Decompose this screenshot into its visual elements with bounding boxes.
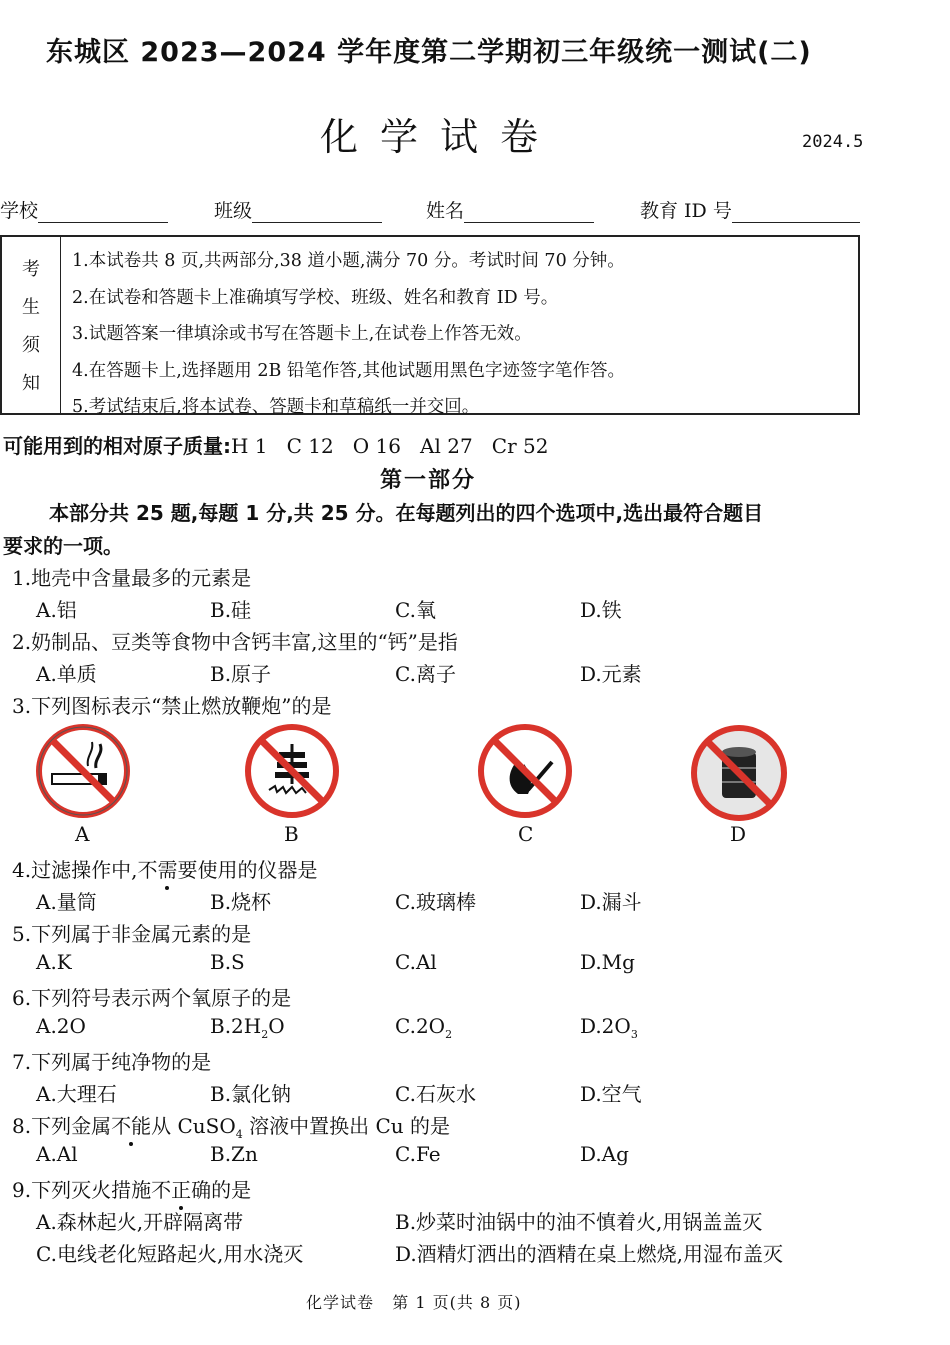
notice-label-char: 考 — [22, 259, 40, 280]
notice-item: 3.试题答案一律填涂或书写在答题卡上,在试卷上作答无效。 — [72, 324, 532, 345]
question-3-stem: 3.下列图标表示“禁止燃放鞭炮”的是 — [12, 694, 332, 718]
q4-option-b[interactable]: B.烧杯 — [210, 890, 272, 914]
question-2-stem: 2.奶制品、豆类等食物中含钙丰富,这里的“钙”是指 — [12, 630, 458, 654]
q8-option-d[interactable]: D.Ag — [580, 1142, 629, 1166]
q9-stem-part: 的是 — [211, 1178, 252, 1202]
name-blank[interactable] — [464, 200, 594, 223]
notice-item: 5.考试结束后,将本试卷、答题卡和草稿纸一并交回。 — [72, 397, 480, 418]
notice-item: 4.在答题卡上,选择题用 2B 铅笔作答,其他试题用黑色字迹签字笔作答。 — [72, 360, 625, 381]
q2-option-d[interactable]: D.元素 — [580, 662, 642, 686]
class-field[interactable] — [214, 196, 382, 223]
q2-option-a[interactable]: A.单质 — [36, 662, 97, 686]
intro-line: 要求的一项。 — [3, 534, 123, 558]
notice-item: 2.在试卷和答题卡上准确填写学校、班级、姓名和教育 ID 号。 — [72, 287, 559, 308]
q7-option-c[interactable]: C.石灰水 — [395, 1082, 476, 1106]
formula-subscript: 2 — [445, 1028, 453, 1041]
q8-stem-part: 溶液中置换出 Cu 的是 — [242, 1114, 450, 1138]
q4-stem-part: 使用的仪器是 — [197, 858, 318, 882]
emphasis-text: 不正确 — [151, 1174, 211, 1203]
q1-option-d[interactable]: D.铁 — [580, 598, 622, 622]
part-one-title: 第一部分 — [380, 468, 477, 493]
question-8-stem — [12, 1110, 450, 1141]
question-9-stem — [12, 1174, 251, 1203]
q2-option-c[interactable]: C.离子 — [395, 662, 456, 686]
formula-subscript: 4 — [235, 1128, 243, 1141]
q4-option-a[interactable]: A.量筒 — [36, 890, 97, 914]
q3-option-b[interactable]: B — [284, 822, 299, 846]
q9-option-a[interactable]: A.森林起火,开辟隔离带 — [36, 1210, 244, 1234]
q6-option-a[interactable]: A.2O — [36, 1014, 86, 1038]
q9-option-b[interactable]: B.炒菜时油锅中的油不慎着火,用锅盖盖灭 — [395, 1210, 763, 1234]
q8-stem-part: 8.下列金属 — [12, 1114, 112, 1138]
notice-label-char: 须 — [22, 335, 40, 356]
student-info-row — [0, 196, 862, 224]
q6-option-d[interactable] — [580, 1014, 638, 1041]
formula-text: O — [268, 1014, 285, 1038]
q8-option-b[interactable]: B.Zn — [210, 1142, 258, 1166]
q3-option-a[interactable]: A — [75, 822, 90, 846]
formula-text: D.2O — [580, 1014, 631, 1038]
notice-items — [72, 243, 625, 426]
q4-stem-part: 4.过滤操作中, — [12, 858, 138, 882]
question-4-stem — [12, 854, 317, 883]
question-1-stem: 1.地壳中含量最多的元素是 — [12, 566, 252, 590]
atomic-mass-values: H 1 C 12 O 16 Al 27 Cr 52 — [231, 434, 549, 458]
name-label: 姓名 — [426, 200, 465, 222]
school-field[interactable] — [0, 196, 168, 223]
q5-option-c[interactable]: C.Al — [395, 950, 437, 974]
exam-header-title: 东城区 2023—2024 学年度第二学期初三年级统一测试(二) — [46, 37, 812, 68]
q1-option-c[interactable]: C.氧 — [395, 598, 436, 622]
q3-option-d[interactable]: D — [730, 822, 747, 846]
q4-emphasis — [137, 858, 197, 882]
q7-option-d[interactable]: D.空气 — [580, 1082, 642, 1106]
q7-option-b[interactable]: B.氯化钠 — [210, 1082, 292, 1106]
question-6-stem: 6.下列符号表示两个氧原子的是 — [12, 986, 292, 1010]
q1-option-a[interactable]: A.铝 — [36, 598, 77, 622]
q9-option-d[interactable]: D.酒精灯洒出的酒精在桌上燃烧,用湿布盖灭 — [395, 1242, 784, 1266]
q8-option-c[interactable]: C.Fe — [395, 1142, 441, 1166]
q5-option-d[interactable]: D.Mg — [580, 950, 635, 974]
relative-atomic-mass — [3, 430, 548, 459]
q1-option-b[interactable]: B.硅 — [210, 598, 252, 622]
q5-option-a[interactable]: A.K — [36, 950, 72, 974]
formula-text: B.2H — [210, 1014, 262, 1038]
candidate-notice-box — [0, 235, 860, 418]
no-smoking-icon[interactable] — [36, 724, 130, 818]
atomic-mass-label: 可能用到的相对原子质量: — [3, 434, 231, 458]
class-blank[interactable] — [252, 200, 382, 223]
part-one-intro — [3, 497, 863, 563]
education-id-field[interactable] — [640, 196, 860, 223]
q7-option-a[interactable]: A.大理石 — [36, 1082, 117, 1106]
q4-option-d[interactable]: D.漏斗 — [580, 890, 642, 914]
paper-date: 2024.5 — [802, 132, 864, 152]
formula-text: C.2O — [395, 1014, 446, 1038]
intro-line: 本部分共 25 题,每题 1 分,共 25 分。在每题列出的四个选项中,选出最符合题目 — [49, 501, 764, 525]
no-open-flame-icon[interactable] — [478, 724, 572, 818]
education-id-blank[interactable] — [732, 200, 860, 223]
q2-option-b[interactable]: B.原子 — [210, 662, 272, 686]
name-field[interactable] — [426, 196, 594, 223]
q6-option-b[interactable] — [210, 1014, 285, 1041]
page-footer: 化学试卷 第 1 页(共 8 页) — [306, 1293, 522, 1312]
formula-subscript: 2 — [261, 1028, 269, 1041]
school-label: 学校 — [0, 200, 39, 222]
education-id-label: 教育 ID 号 — [640, 200, 732, 222]
q6-option-c[interactable] — [395, 1014, 452, 1041]
q8-stem-part: 从 CuSO — [151, 1114, 236, 1138]
question-7-stem: 7.下列属于纯净物的是 — [12, 1050, 212, 1074]
paper-title: 化学试卷 — [320, 115, 561, 159]
school-blank[interactable] — [38, 200, 168, 223]
class-label: 班级 — [214, 200, 253, 222]
formula-subscript: 3 — [630, 1028, 638, 1041]
emphasis-text: 不需要 — [137, 854, 197, 883]
no-fireworks-icon[interactable] — [245, 724, 339, 818]
notice-label-char: 知 — [22, 373, 40, 394]
q9-stem-part: 9.下列灭火措施 — [12, 1178, 152, 1202]
notice-item: 1.本试卷共 8 页,共两部分,38 道小题,满分 70 分。考试时间 70 分钟。 — [72, 251, 625, 271]
q3-option-c[interactable]: C — [518, 822, 534, 846]
q4-option-c[interactable]: C.玻璃棒 — [395, 890, 476, 914]
notice-label-char: 生 — [22, 297, 40, 318]
question-5-stem: 5.下列属于非金属元素的是 — [12, 922, 252, 946]
q8-option-a[interactable]: A.Al — [36, 1142, 78, 1166]
q9-option-c[interactable]: C.电线老化短路起火,用水浇灭 — [36, 1242, 304, 1266]
no-explosives-icon[interactable] — [690, 724, 788, 822]
emphasis-text: 不能 — [111, 1110, 151, 1139]
notice-label — [2, 237, 61, 413]
q5-option-b[interactable]: B.S — [210, 950, 245, 974]
